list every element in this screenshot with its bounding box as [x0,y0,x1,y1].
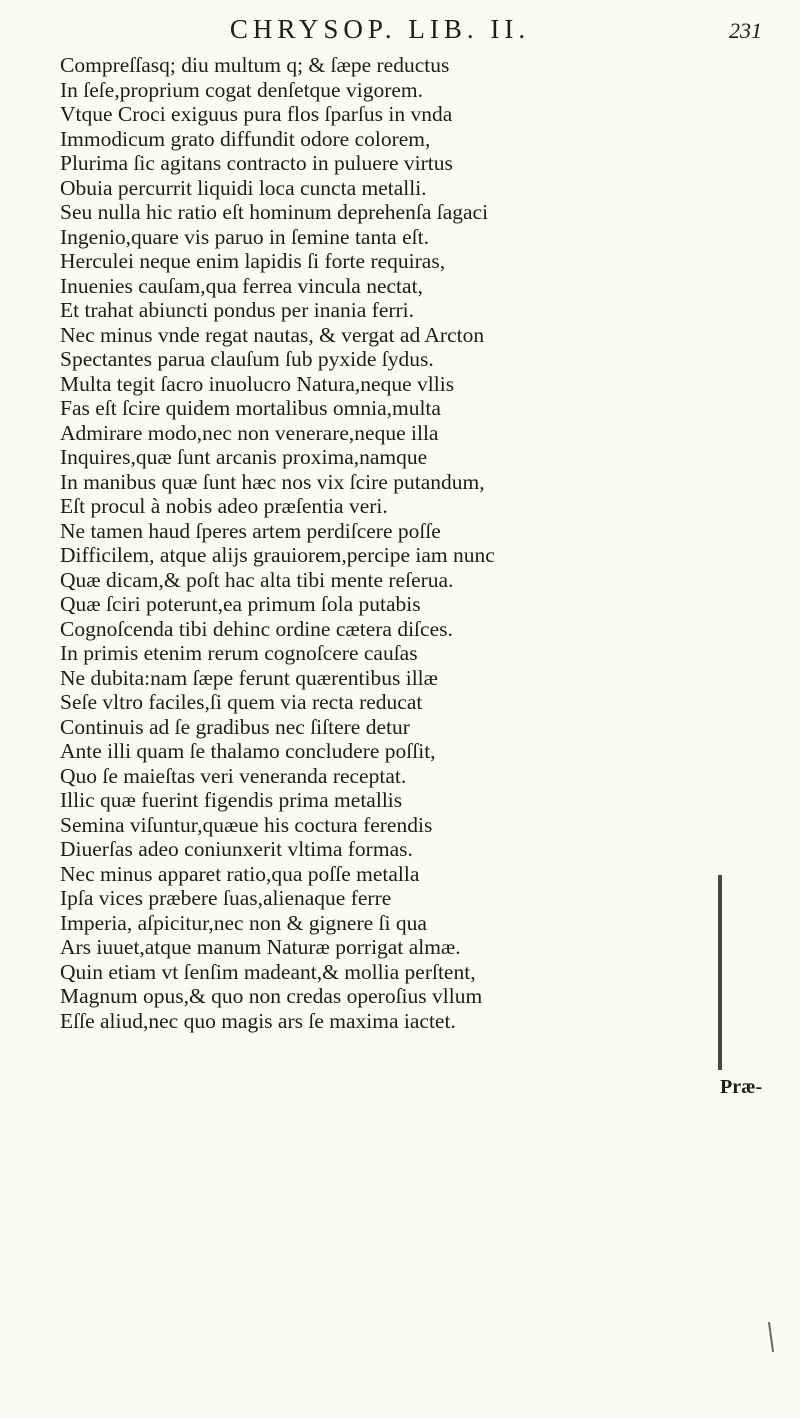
verse-line: Admirare modo,nec non venerare,neque illa [60,420,439,445]
verse-line: Quin etiam vt ſenſim madeant,& mollia perſtent, [60,959,476,984]
verse-line: Diuerſas adeo coniunxerit vltima formas. [60,837,413,861]
verse-line: In primis etenim rerum cognoſcere cauſas [60,641,418,665]
verse-line: Nec minus vnde regat nautas, & vergat ad Arcton [60,322,485,347]
verse-line: Herculei neque enim lapidis ſi forte requiras, [60,249,446,273]
verse-line: Quæ ſciri poterunt,ea primum ſola putabis [60,592,421,616]
verse-line: Difficilem, atque alijs grauiorem,percipe iam nunc [60,543,495,567]
verse-line: Continuis ad ſe gradibus nec ſiſtere detur [60,714,410,739]
running-title: CHRYSOP. LIB. II. [229,14,531,44]
margin-pen-stroke [768,1322,774,1352]
verse-line: Immodicum grato diffundit odore colorem, [60,126,431,151]
verse-line: Inquires,quæ ſunt arcanis proxima,namque [60,445,428,469]
verse-line: Nec minus apparet ratio,qua poſſe metalla [60,861,420,886]
verse-line: Ingenio,quare vis paruo in ſemine tanta eſt. [60,224,429,249]
verse-line: Ne tamen haud ſperes artem perdiſcere poſſe [60,518,441,543]
verse-line: Multa tegit ſacro inuolucro Natura,neque vllis [60,371,455,396]
verse-list [60,53,730,1033]
verse-line: Et trahat abiuncti pondus per inania ferri. [60,298,415,322]
verse-line: Semina viſuntur,quæue his coctura ferendis [60,812,433,837]
catchword: Præ- [720,1076,763,1098]
verse-line: Ante illi quam ſe thalamo concludere poſſit, [60,739,436,763]
verse-line: Plurima ſic agitans contracto in puluere virtus [60,151,453,175]
verse-line: Obuia percurrit liquidi loca cuncta metalli. [60,175,427,200]
verse-line: Eſt procul à nobis adeo præſentia veri. [60,494,388,518]
verse-line: In manibus quæ ſunt hæc nos vix ſcire putandum, [60,469,485,494]
verse-line: Seu nulla hic ratio eſt hominum deprehenſa ſagaci [60,200,489,224]
verse-line: Illic quæ fuerint figendis prima metallis [60,788,403,812]
verse-line: Eſſe aliud,nec quo magis ars ſe maxima iactet. [60,1008,456,1033]
folio-number: 231 [729,18,762,43]
verse-line: Spectantes parua clauſum ſub pyxide ſydus. [60,347,434,371]
verse-line: Magnum opus,& quo non credas operoſius vllum [60,984,483,1008]
verse-line: Vtque Croci exiguus pura flos ſparſus in vnda [60,102,453,126]
verse-line: Seſe vltro faciles,ſi quem via recta reducat [60,690,423,714]
verse-line: Fas eſt ſcire quidem mortalibus omnia,multa [60,396,441,420]
verse-line: Ipſa vices præbere ſuas,alienaque ferre [60,886,392,910]
verse-line: Cognoſcenda tibi dehinc ordine cætera diſces. [60,616,453,641]
verse-line: Ars iuuet,atque manum Naturæ porrigat almæ. [60,935,461,959]
verse-line: Imperia, aſpicitur,nec non & gignere ſi qua [60,910,427,935]
verse-line: Inuenies cauſam,qua ferrea vincula nectat, [60,273,423,298]
verse-line: Ne dubita:nam ſæpe ferunt quærentibus illæ [60,665,438,690]
verse-line: Compreſſasq; diu multum q; & ſæpe reductus [60,53,450,77]
verse-line: Quæ dicam,& poſt hac alta tibi mente reſerua. [60,567,454,592]
margin-marker-bar [718,875,722,1070]
verse-line: Quo ſe maieſtas veri veneranda receptat. [60,763,407,788]
verse-line: In ſeſe,proprium cogat denſetque vigorem. [60,77,423,102]
